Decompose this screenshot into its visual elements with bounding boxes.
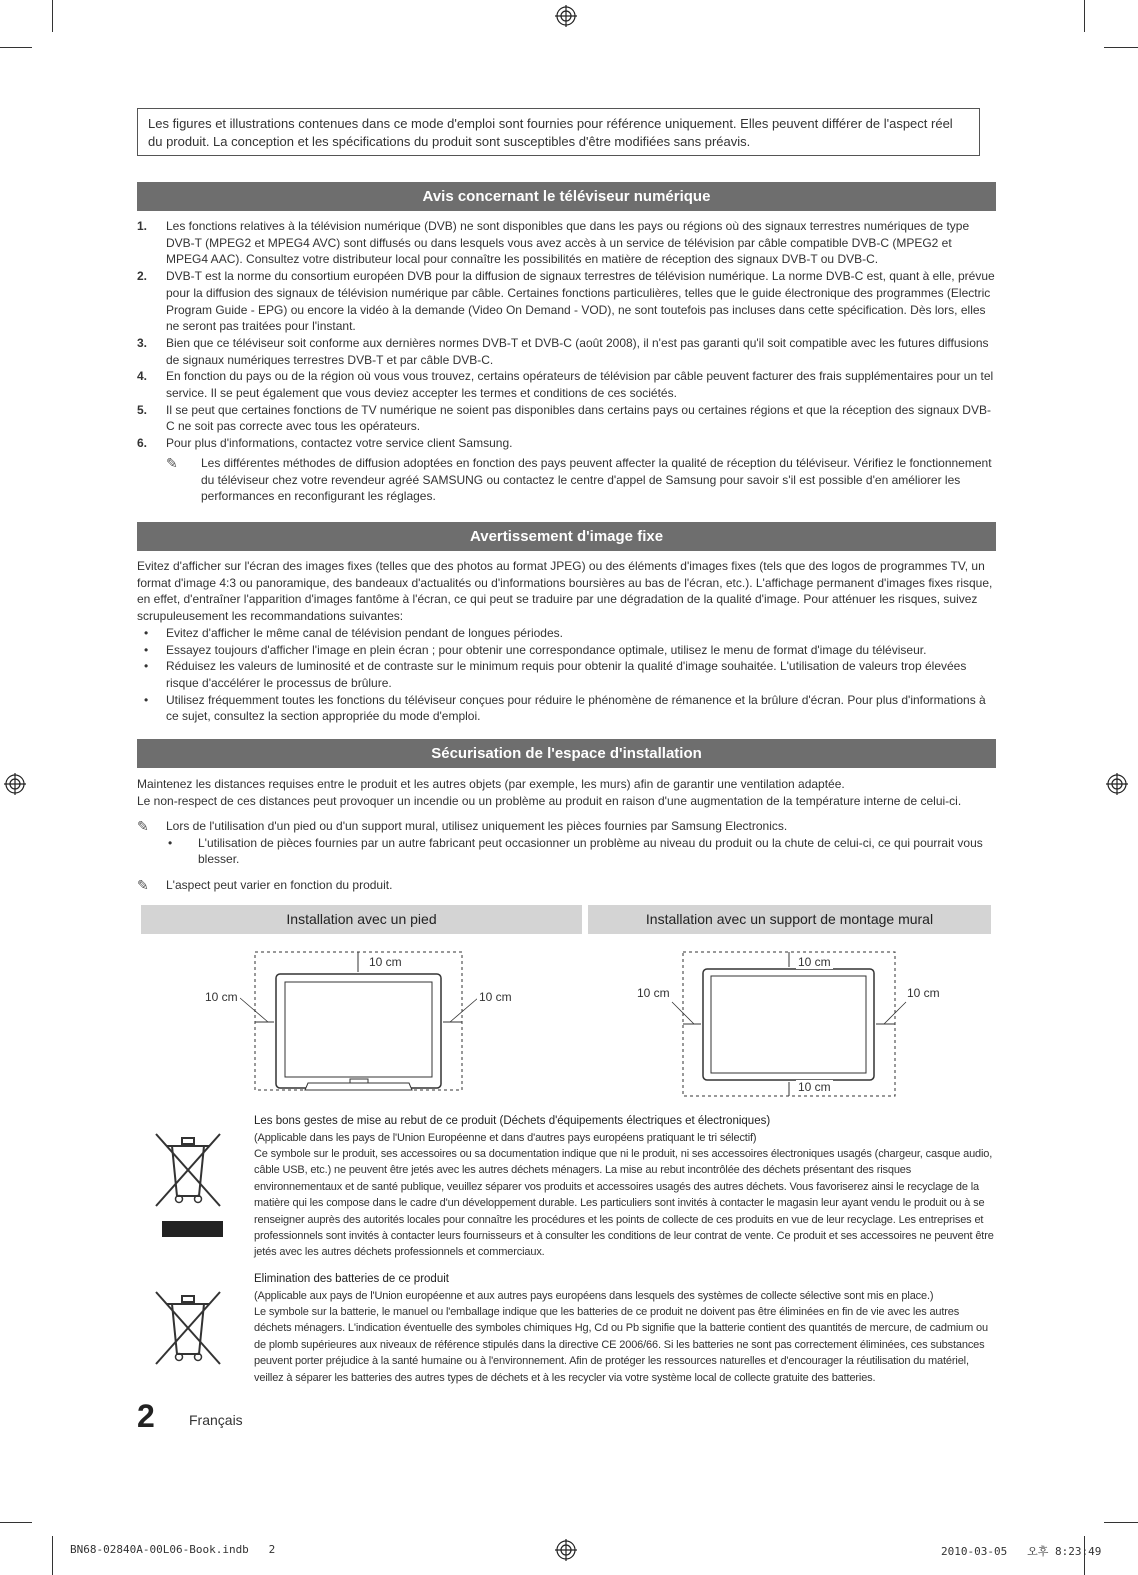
list-item [137,268,996,335]
bullet-icon: • [168,835,173,850]
item-text: Il se peut que certaines fonctions de TV numérique ne soient pas disponibles dans certains pays ou certaines régions et que la réception des signaux DVB-C ne soit pas correcte avec tous les opérateurs. [166,402,991,434]
weee-battery-subtitle: (Applicable aux pays de l'Union européenne et aux autres pays européens dans lesquels des systèmes de collecte sélective sont mis en place.) [254,1289,934,1302]
section-title-still-image: Avertissement d'image fixe [137,522,996,551]
item-text: Pour plus d'informations, contactez votre service client Samsung. [166,436,513,451]
right-distance-label: 10 cm [479,990,512,1004]
still-image-intro: Evitez d'afficher sur l'écran des images fixes (telles que des photos au format JPEG) ou des éléments d'images fixes (tels que des logos de programmes TV, un format d'image 4:3 ou panoramique, des bandeaux d'actualités ou d'informations boursières au bas de l'écran, etc.). L'affichage permanent d'images fixes risque, en effet, d'entraîner l'apparition d'images fantôme à l'écran, ce qui peut se traduire par une dégradation de la qualité d'image. Pour atténuer les risques, suivez scrupuleusement les recommandations suivantes: [137,559,993,624]
bullet-text: Essayez toujours d'afficher l'image en plein écran ; pour obtenir une correspondance optimale, utilisez le menu de format d'image du téléviseur. [166,642,927,657]
section-title-digital-tv: Avis concernant le téléviseur numérique [137,182,996,211]
pencil-note-icon: ✎ [166,454,178,471]
note-text: Lors de l'utilisation d'un pied ou d'un support mural, utilisez uniquement les pièces fournies par Samsung Electronics. [166,819,788,833]
bullet-icon: • [144,692,149,707]
crossed-bin-icon [152,1132,224,1240]
list-item [137,435,996,452]
crop-mark [52,1536,53,1575]
weee-battery-block [254,1271,994,1386]
registration-mark-icon [1106,773,1128,795]
installation-intro-line: Le non-respect de ces distances peut provoquer un incendie ou un problème au produit en raison d'une augmentation de la température interne de celui-ci. [137,793,962,808]
registration-mark-icon [555,5,577,27]
crop-mark [1084,0,1085,32]
left-distance-label: 10 cm [637,986,670,1000]
bullet-icon: • [144,659,149,674]
installation-intro [137,776,996,809]
crop-mark [52,0,53,32]
crop-mark [0,47,32,48]
top-distance-label: 10 cm [798,955,831,969]
digital-tv-note [137,455,996,505]
item-number: 4. [137,369,148,384]
crossed-bin-icon [152,1290,224,1370]
weee-product-title: Les bons gestes de mise au rebut de ce produit (Déchets d'équipements électriques et électroniques) [254,1115,771,1127]
pencil-note-icon: ✎ [137,877,149,894]
bottom-distance-label: 10 cm [798,1080,831,1094]
section-title-installation: Sécurisation de l'espace d'installation [137,739,996,768]
crop-mark [1104,47,1138,48]
reference-notice: Les figures et illustrations contenues dans ce mode d'emploi sont fournies pour référence uniquement. Elles peuvent différer de l'aspect réel du produit. La conception et les spécifications du produit sont susceptibles d'être modifiées sans préavis. [137,108,980,156]
item-text: Bien que ce téléviseur soit conforme aux dernières normes DVB-T et DVB-C (août 2008), il n'est pas garanti qu'il soit compatible avec les futures diffusions de signaux numériques terrestres DVB-T et par câble DVB-C. [166,335,989,367]
left-distance-label: 10 cm [205,990,238,1004]
list-item [137,625,996,642]
page-number: 2 [137,1398,155,1434]
item-text: En fonction du pays ou de la région où vous vous trouvez, certains opérateurs de télévision par câble peuvent facturer des frais supplémentaires pour un tel service. Il se peut également que vous deviez accepter les termes et conditions de ces sociétés. [166,369,994,401]
still-image-section [137,558,996,725]
installation-note [137,877,996,894]
list-item [137,692,996,725]
registration-mark-icon [4,773,26,795]
weee-product-block [254,1113,994,1261]
stand-clearance-diagram [195,945,535,1095]
list-item [137,658,996,691]
note-text: Les différentes méthodes de diffusion adoptées en fonction des pays peuvent affecter la qualité de réception du téléviseur. Vérifiez le fonctionnement du téléviseur chez votre revendeur agréé SAMSUNG ou contactez le centre d'appel de Samsung pour savoir s'il est possible d'en améliorer les performances en reconfigurant les réglages. [201,455,992,504]
list-item [137,218,996,268]
item-number: 1. [137,219,148,233]
still-image-bullets [137,625,996,725]
list-item [137,335,996,368]
wall-installation-title: Installation avec un support de montage mural [588,905,991,934]
list-item [137,642,996,659]
digital-tv-list [137,218,996,505]
installation-intro-line: Maintenez les distances requises entre le produit et les autres objets (par exemple, les murs) afin de garantir une ventilation adaptée. [137,777,845,791]
weee-product-text: Ce symbole sur le produit, ses accessoires ou sa documentation indique que ni le produit, ni ses accessoires électroniques usagés (chargeur, casque audio, câble USB, etc.) ne peuvent être jetés avec les autres déchets ménagers. La mise au rebut incontrôlée des déchets présentant des risques environnementaux et de santé publique, veuillez séparer vos produits et accessoires usagés des autres déchets. Vous favoriserez ainsi le recyclage de la matière qui les compose dans le cadre d'un développement durable. Les particuliers sont invités à contacter le magasin leur ayant vendu le produit ou à se renseigner auprès des autorités locales pour connaître les procédures et les points de collecte de ces produits en vue de leur recyclage. Les entreprises et professionnels sont invités à contacter leurs fournisseurs et à consulter les conditions de leur contrat de vente. Ce produit et ses accessoires ne peuvent être jetés avec les autres déchets professionnels et commerciaux. [254,1147,994,1259]
crop-mark [1104,1522,1138,1523]
print-file-label: BN68-02840A-00L06-Book.indb 2 [70,1543,276,1556]
item-number: 3. [137,335,148,350]
weee-battery-text: Le symbole sur la batterie, le manuel ou l'emballage indique que les batteries de ce produit ne doivent pas être éliminées en fin de vie avec les autres déchets ménagers. L'indication éventuelle des symboles chimiques Hg, Cd ou Pb signifie que la batterie contient des quantités de mercure, de cadmium ou de plomb supérieures aux niveaux de référence stipulés dans la directive CE 2006/66. Si les batteries ne sont pas correctement éliminées, ces substances peuvent porter préjudice à la santé humaine ou à l'environnement. Afin de protéger les ressources naturelles et d'encourager la réutilisation du matériel, veillez à séparer les batteries des autres types de déchets et à les recycler via votre système local de collecte gratuite des batteries. [254,1305,988,1384]
top-distance-label: 10 cm [369,955,402,969]
page-language: Français [189,1412,243,1428]
bullet-text: L'utilisation de pièces fournies par un autre fabricant peut occasionner un problème au niveau du produit ou la chute de celui-ci, ce qui pourrait vous blesser. [198,835,983,867]
crop-mark [0,1522,32,1523]
print-date-label: 2010-03-05 오후 8:23:49 [941,1545,1102,1558]
weee-product-subtitle: (Applicable dans les pays de l'Union Européenne et dans d'autres pays européens pratiquant le tri sélectif) [254,1131,757,1144]
list-item [137,368,996,401]
installation-notes [137,818,996,894]
installation-note [137,818,996,835]
pencil-note-icon: ✎ [137,818,149,834]
installation-sub-bullet [137,835,996,868]
list-item [137,402,996,435]
stand-installation-title: Installation avec un pied [141,905,582,934]
weee-battery-title: Elimination des batteries de ce produit [254,1273,449,1285]
right-distance-label: 10 cm [907,986,940,1000]
item-number: 2. [137,269,148,284]
bullet-text: Réduisez les valeurs de luminosité et de contraste sur le minimum requis pour obtenir la qualité d'image souhaitée. L'utilisation de valeurs trop élevées risque d'accélérer le processus de brûlure. [166,659,967,690]
note-text: L'aspect peut varier en fonction du produit. [166,878,393,893]
item-number: 6. [137,436,148,451]
bullet-text: Utilisez fréquemment toutes les fonctions du téléviseur conçues pour réduire le phénomène de rémanence et la brûlure d'écran. Pour plus d'informations à ce sujet, consultez la section appropriée du mode d'emploi. [166,692,986,724]
bullet-icon: • [144,625,149,640]
item-text: DVB-T est la norme du consortium européen DVB pour la diffusion de signaux terrestres de télévision numérique. La norme DVB-C est, quant à elle, prévue pour la diffusion des signaux de télévision numérique par câble. Certaines fonctions particulières, telles que le guide électronique des programmes (Electric Program Guide - EPG) ou encore la vidéo à la demande (Video On Demand - VOD), ne sont toutefois pas incluses dans cette spécification. Dès lors, elles ne seront pas traitées pour l'instant. [166,269,995,334]
item-text: Les fonctions relatives à la télévision numérique (DVB) ne sont disponibles que dans les pays ou régions où des signaux terrestres numériques de type DVB-T (MPEG2 et MPEG4 AVC) sont diffusés ou dans lesquels vous avez accès à un service de télévision par câble compatible DVB-C (MPEG2 et MPEG4 AAC). Consultez votre distributeur local pour connaître les possibilités en matière de réception des signaux DVB-T ou DVB-C. [166,219,970,267]
registration-mark-icon [555,1539,577,1561]
item-number: 5. [137,402,148,417]
bullet-text: Evitez d'afficher le même canal de télévision pendant de longues périodes. [166,625,563,640]
bullet-icon: • [144,642,149,657]
